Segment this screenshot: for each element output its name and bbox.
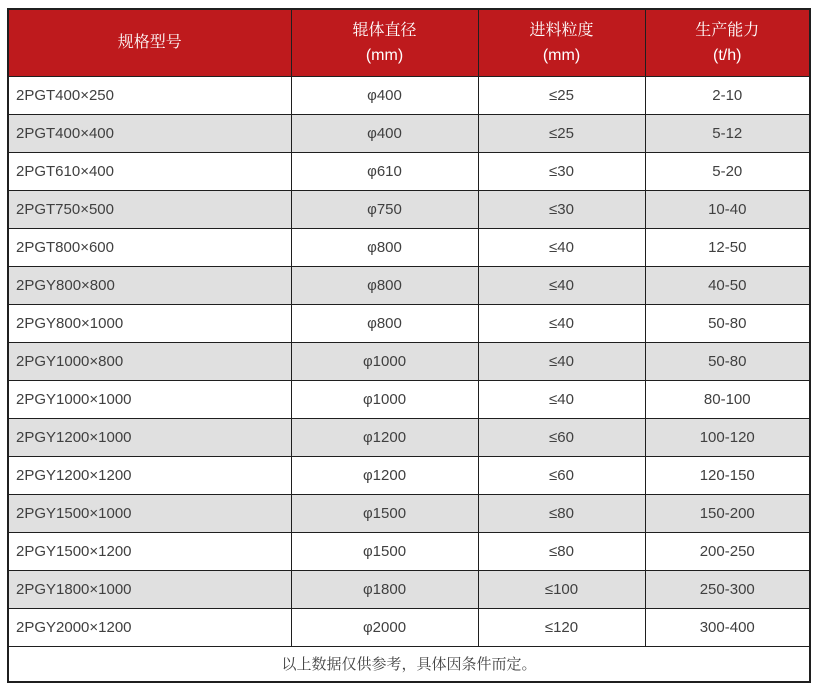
cell-feed-size: ≤25 — [478, 114, 645, 152]
cell-model: 2PGT610×400 — [8, 152, 291, 190]
header-roller-diameter — [291, 9, 478, 76]
table-row — [8, 608, 810, 646]
cell-capacity: 5-12 — [645, 114, 810, 152]
cell-roller-diameter: φ750 — [291, 190, 478, 228]
cell-feed-size: ≤80 — [478, 532, 645, 570]
table-row — [8, 152, 810, 190]
cell-roller-diameter: φ400 — [291, 114, 478, 152]
cell-feed-size: ≤40 — [478, 342, 645, 380]
header-capacity-label: 生产能力 — [695, 21, 760, 39]
cell-feed-size: ≤80 — [478, 494, 645, 532]
cell-model: 2PGY1800×1000 — [8, 570, 291, 608]
cell-capacity: 300-400 — [645, 608, 810, 646]
header-model — [8, 9, 291, 76]
cell-model: 2PGY1000×1000 — [8, 380, 291, 418]
cell-feed-size: ≤120 — [478, 608, 645, 646]
cell-model: 2PGY1500×1000 — [8, 494, 291, 532]
table-row — [8, 418, 810, 456]
header-model-label: 规格型号 — [117, 33, 182, 51]
header-roller-diameter-label: 辊体直径 — [352, 21, 417, 39]
cell-capacity: 40-50 — [645, 266, 810, 304]
cell-roller-diameter: φ1000 — [291, 342, 478, 380]
cell-feed-size: ≤40 — [478, 228, 645, 266]
table-row — [8, 304, 810, 342]
table-row — [8, 456, 810, 494]
cell-feed-size: ≤25 — [478, 76, 645, 114]
cell-roller-diameter: φ1500 — [291, 532, 478, 570]
cell-model: 2PGY1500×1200 — [8, 532, 291, 570]
cell-capacity: 50-80 — [645, 342, 810, 380]
cell-roller-diameter: φ800 — [291, 266, 478, 304]
table-row — [8, 532, 810, 570]
cell-model: 2PGY1000×800 — [8, 342, 291, 380]
table-header — [8, 9, 810, 76]
cell-feed-size: ≤40 — [478, 380, 645, 418]
header-roller-diameter-unit: (mm) — [365, 46, 404, 64]
cell-capacity: 50-80 — [645, 304, 810, 342]
cell-model: 2PGT400×400 — [8, 114, 291, 152]
cell-feed-size: ≤60 — [478, 456, 645, 494]
header-capacity — [645, 9, 810, 76]
cell-roller-diameter: φ1200 — [291, 456, 478, 494]
cell-feed-size: ≤100 — [478, 570, 645, 608]
cell-model: 2PGT750×500 — [8, 190, 291, 228]
cell-roller-diameter: φ1500 — [291, 494, 478, 532]
table-row — [8, 190, 810, 228]
cell-roller-diameter: φ800 — [291, 228, 478, 266]
header-feed-size-label: 进料粒度 — [529, 21, 594, 39]
header-feed-size-unit: (mm) — [542, 46, 581, 64]
cell-roller-diameter: φ400 — [291, 76, 478, 114]
table-row — [8, 342, 810, 380]
footnote-row — [8, 646, 810, 682]
cell-roller-diameter: φ610 — [291, 152, 478, 190]
cell-capacity: 10-40 — [645, 190, 810, 228]
cell-model: 2PGY800×1000 — [8, 304, 291, 342]
table-row — [8, 76, 810, 114]
cell-capacity: 12-50 — [645, 228, 810, 266]
cell-roller-diameter: φ1800 — [291, 570, 478, 608]
cell-model: 2PGT400×250 — [8, 76, 291, 114]
table-row — [8, 380, 810, 418]
table-row — [8, 228, 810, 266]
cell-capacity: 100-120 — [645, 418, 810, 456]
spec-table — [7, 8, 811, 683]
cell-capacity: 5-20 — [645, 152, 810, 190]
cell-roller-diameter: φ2000 — [291, 608, 478, 646]
cell-model: 2PGY1200×1000 — [8, 418, 291, 456]
header-row — [8, 9, 810, 76]
cell-feed-size: ≤30 — [478, 190, 645, 228]
table-body — [8, 76, 810, 646]
table-footer — [8, 646, 810, 682]
cell-feed-size: ≤60 — [478, 418, 645, 456]
cell-model: 2PGY800×800 — [8, 266, 291, 304]
table-row — [8, 114, 810, 152]
cell-capacity: 150-200 — [645, 494, 810, 532]
cell-roller-diameter: φ1200 — [291, 418, 478, 456]
cell-capacity: 200-250 — [645, 532, 810, 570]
cell-capacity: 80-100 — [645, 380, 810, 418]
cell-model: 2PGT800×600 — [8, 228, 291, 266]
cell-capacity: 250-300 — [645, 570, 810, 608]
cell-feed-size: ≤40 — [478, 266, 645, 304]
cell-model: 2PGY2000×1200 — [8, 608, 291, 646]
table-row — [8, 266, 810, 304]
cell-roller-diameter: φ800 — [291, 304, 478, 342]
cell-capacity: 120-150 — [645, 456, 810, 494]
footnote-text: 以上数据仅供参考，具体因条件而定。 — [8, 646, 810, 682]
cell-capacity: 2-10 — [645, 76, 810, 114]
header-feed-size — [478, 9, 645, 76]
header-capacity-unit: (t/h) — [713, 46, 742, 64]
cell-feed-size: ≤30 — [478, 152, 645, 190]
table-row — [8, 570, 810, 608]
cell-feed-size: ≤40 — [478, 304, 645, 342]
table-row — [8, 494, 810, 532]
cell-roller-diameter: φ1000 — [291, 380, 478, 418]
cell-model: 2PGY1200×1200 — [8, 456, 291, 494]
